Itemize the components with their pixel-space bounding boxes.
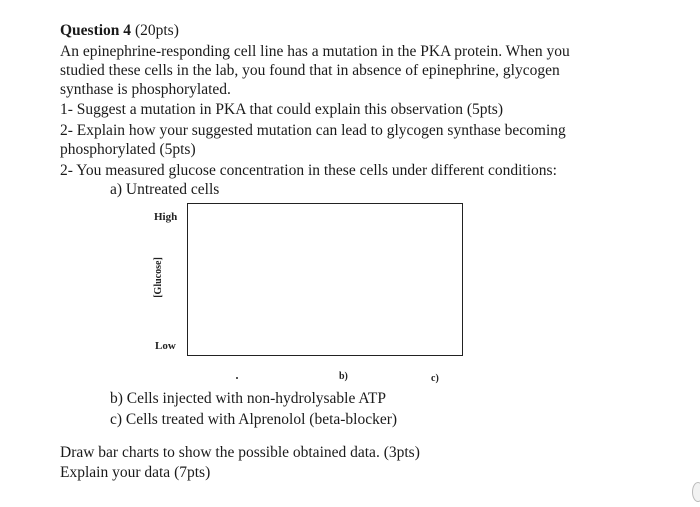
chart-x-tick-c: c) bbox=[431, 373, 439, 384]
intro-line-2: studied these cells in the lab, you found that in absence of epinephrine, glycogen bbox=[60, 62, 560, 79]
part-2-line-2: phosphorylated (5pts) bbox=[60, 141, 196, 158]
chart-y-low-label: Low bbox=[155, 340, 176, 352]
chart-x-tick-b: b) bbox=[339, 371, 348, 382]
question-header bbox=[60, 21, 179, 40]
condition-c: c) Cells treated with Alprenolol (beta-blocker) bbox=[110, 411, 398, 428]
part-1: 1- Suggest a mutation in PKA that could explain this observation (5pts) bbox=[60, 101, 503, 118]
chart-y-high-label: High bbox=[154, 211, 178, 223]
chart-plot-box bbox=[187, 203, 463, 356]
question-title: Question 4 bbox=[60, 22, 132, 39]
intro-line-3: synthase is phosphorylated. bbox=[60, 81, 231, 98]
part-3: 2- You measured glucose concentration in these cells under different conditions: bbox=[60, 162, 557, 179]
chart-tick-dot bbox=[236, 377, 238, 379]
chart-y-axis-label: [Glucose] bbox=[152, 257, 164, 298]
instruction-explain: Explain your data (7pts) bbox=[60, 464, 211, 481]
part-2-line-1: 2- Explain how your suggested mutation can lead to glycogen synthase becoming bbox=[60, 122, 566, 139]
question-points: (20pts) bbox=[134, 22, 179, 39]
edge-scroll-mark bbox=[692, 482, 700, 502]
intro-line-1: An epinephrine-responding cell line has a mutation in the PKA protein. When you bbox=[60, 43, 570, 60]
condition-b: b) Cells injected with non-hydrolysable ATP bbox=[110, 390, 386, 407]
instruction-draw: Draw bar charts to show the possible obtained data. (3pts) bbox=[60, 444, 420, 461]
condition-a: a) Untreated cells bbox=[110, 181, 220, 198]
